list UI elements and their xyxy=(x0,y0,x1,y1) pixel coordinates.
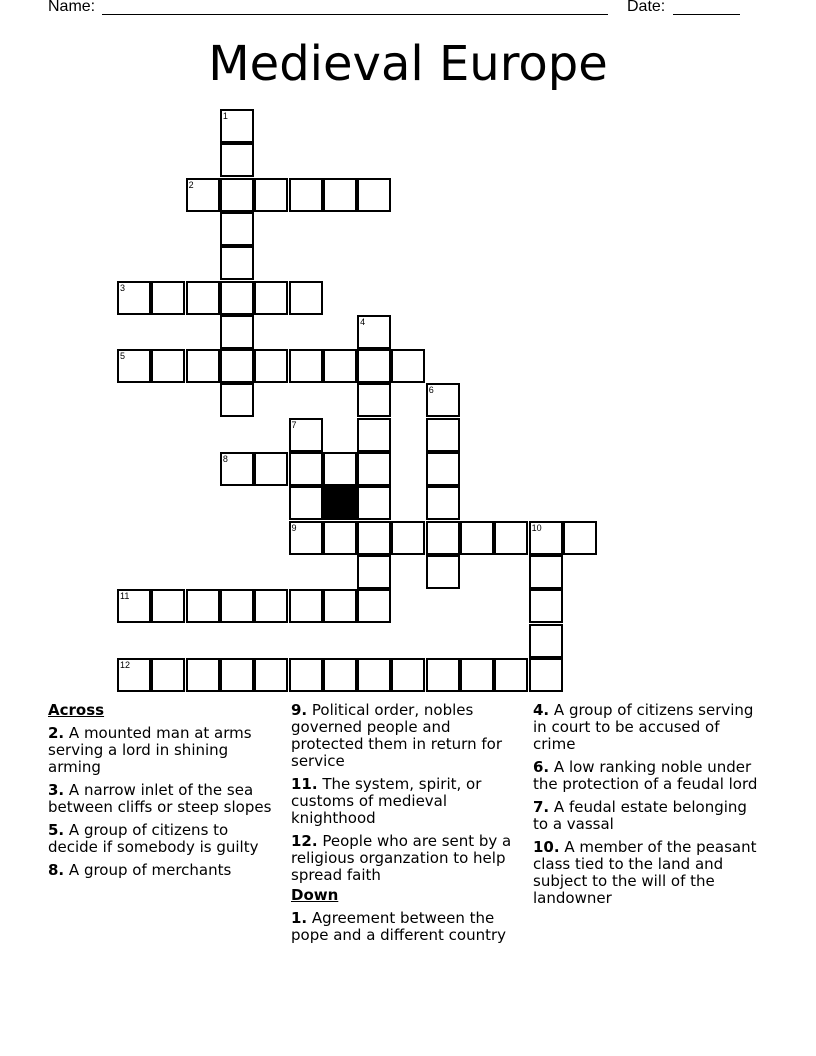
clue-number: 9 xyxy=(291,522,297,533)
grid-cell[interactable] xyxy=(289,349,323,383)
grid-cell[interactable] xyxy=(289,521,323,555)
grid-cell[interactable] xyxy=(220,383,254,417)
clue-item xyxy=(291,776,523,827)
grid-cell[interactable] xyxy=(323,349,357,383)
down-heading: Down xyxy=(291,886,339,904)
clue-text: A group of merchants xyxy=(64,861,232,879)
grid-cell[interactable] xyxy=(220,452,254,486)
grid-cell[interactable] xyxy=(323,521,357,555)
grid-cell[interactable] xyxy=(426,486,460,520)
grid-cell[interactable] xyxy=(220,349,254,383)
clue-number-label: 6. xyxy=(533,758,550,776)
grid-cell[interactable] xyxy=(323,178,357,212)
grid-cell[interactable] xyxy=(289,658,323,692)
grid-cell[interactable] xyxy=(529,589,563,623)
clue-number-label: 12. xyxy=(291,832,318,850)
grid-cell[interactable] xyxy=(289,486,323,520)
clue-number: 1 xyxy=(222,111,228,121)
grid-cell[interactable] xyxy=(357,349,391,383)
grid-cell[interactable] xyxy=(289,281,323,315)
grid-cell[interactable] xyxy=(186,349,220,383)
grid-cell[interactable] xyxy=(254,658,288,692)
grid-cell[interactable] xyxy=(254,178,288,212)
clue-number: 8 xyxy=(222,454,228,464)
clue-number: 12 xyxy=(120,659,131,670)
clue-text: A narrow inlet of the sea between cliffs or steep slopes xyxy=(48,781,272,816)
grid-cell[interactable] xyxy=(254,349,288,383)
grid-cell[interactable] xyxy=(357,178,391,212)
grid-cell[interactable] xyxy=(220,109,254,143)
grid-cell[interactable] xyxy=(494,521,528,555)
grid-cell[interactable] xyxy=(186,589,220,623)
page-title: Medieval Europe xyxy=(208,36,608,92)
grid-cell[interactable] xyxy=(117,281,151,315)
clue-column-1 xyxy=(48,702,280,885)
clue-text: A group of citizens serving in court to be accused of crime xyxy=(533,701,754,753)
grid-cell[interactable] xyxy=(323,589,357,623)
grid-cell[interactable] xyxy=(460,658,494,692)
grid-cell[interactable] xyxy=(254,281,288,315)
grid-cell[interactable] xyxy=(117,658,151,692)
grid-cell[interactable] xyxy=(460,521,494,555)
grid-cell[interactable] xyxy=(529,624,563,658)
grid-cell[interactable] xyxy=(289,452,323,486)
grid-cell[interactable] xyxy=(220,589,254,623)
grid-cell[interactable] xyxy=(391,521,425,555)
clue-number-label: 10. xyxy=(533,838,560,856)
grid-cell[interactable] xyxy=(220,212,254,246)
clue-column-2 xyxy=(291,702,523,950)
grid-cell[interactable] xyxy=(186,178,220,212)
clue-number-label: 7. xyxy=(533,798,550,816)
grid-cell[interactable] xyxy=(289,178,323,212)
clue-number: 5 xyxy=(120,351,126,362)
grid-cell[interactable] xyxy=(220,281,254,315)
grid-cell[interactable] xyxy=(220,658,254,692)
clue-item xyxy=(291,910,523,944)
grid-cell[interactable] xyxy=(357,315,391,349)
grid-cell[interactable] xyxy=(117,349,151,383)
clue-number: 3 xyxy=(120,282,126,293)
grid-cell[interactable] xyxy=(391,349,425,383)
clue-number-label: 11. xyxy=(291,775,318,793)
grid-cell[interactable] xyxy=(151,281,185,315)
black-cell xyxy=(323,486,357,520)
clue-number: 6 xyxy=(428,385,434,396)
clue-item xyxy=(533,799,765,833)
clue-number-label: 9. xyxy=(291,701,308,719)
clue-item xyxy=(291,833,523,884)
clue-item xyxy=(291,702,523,770)
date-label: Date: xyxy=(627,0,666,15)
grid-cell[interactable] xyxy=(220,246,254,280)
grid-cell[interactable] xyxy=(117,589,151,623)
grid-cell[interactable] xyxy=(529,555,563,589)
clue-number: 11 xyxy=(120,591,130,602)
across-heading: Across xyxy=(48,701,105,719)
grid-cell[interactable] xyxy=(426,383,460,417)
grid-cell[interactable] xyxy=(289,589,323,623)
clue-number-label: 2. xyxy=(48,724,65,742)
clue-number: 7 xyxy=(291,419,297,430)
grid-cell[interactable] xyxy=(426,418,460,452)
grid-cell[interactable] xyxy=(254,589,288,623)
clue-text: People who are sent by a religious organzation to help spread faith xyxy=(291,832,512,884)
clue-text: A mounted man at arms serving a lord in shining arming xyxy=(48,724,252,776)
clue-text: A member of the peasant class tied to the land and subject to the will of the landowner xyxy=(533,838,757,907)
grid-cell[interactable] xyxy=(357,589,391,623)
grid-cell[interactable] xyxy=(220,143,254,177)
grid-cell[interactable] xyxy=(426,452,460,486)
clue-number: 4 xyxy=(360,316,366,327)
grid-cell[interactable] xyxy=(220,315,254,349)
clue-text: Agreement between the pope and a different country xyxy=(291,909,507,944)
grid-cell[interactable] xyxy=(323,452,357,486)
clue-number-label: 4. xyxy=(533,701,550,719)
grid-cell[interactable] xyxy=(186,281,220,315)
grid-cell[interactable] xyxy=(186,658,220,692)
clue-item xyxy=(48,782,280,816)
grid-cell[interactable] xyxy=(323,658,357,692)
name-label: Name: xyxy=(48,0,96,15)
clue-item xyxy=(533,702,765,753)
clue-item xyxy=(48,862,280,879)
clue-number-label: 3. xyxy=(48,781,65,799)
grid-cell[interactable] xyxy=(151,589,185,623)
clue-text: The system, spirit, or customs of medieval knighthood xyxy=(291,775,482,827)
clue-item xyxy=(48,822,280,856)
grid-cell[interactable] xyxy=(529,521,563,555)
clue-item xyxy=(533,839,765,907)
grid-cell[interactable] xyxy=(426,658,460,692)
clue-text: A group of citizens to decide if somebody is guilty xyxy=(48,821,259,856)
grid-cell[interactable] xyxy=(563,521,597,555)
grid-cell[interactable] xyxy=(357,486,391,520)
grid-cell[interactable] xyxy=(220,178,254,212)
grid-cell[interactable] xyxy=(494,658,528,692)
grid-cell[interactable] xyxy=(357,383,391,417)
clue-number-label: 5. xyxy=(48,821,65,839)
clue-number: 10 xyxy=(531,522,542,533)
grid-cell[interactable] xyxy=(529,658,563,692)
grid-cell[interactable] xyxy=(151,349,185,383)
clue-text: A feudal estate belonging to a vassal xyxy=(533,798,747,833)
clue-item xyxy=(533,759,765,793)
grid-cell[interactable] xyxy=(426,521,460,555)
clue-number-label: 8. xyxy=(48,861,65,879)
grid-cell[interactable] xyxy=(426,555,460,589)
clue-column-3 xyxy=(533,702,765,913)
grid-cell[interactable] xyxy=(357,555,391,589)
grid-cell[interactable] xyxy=(289,418,323,452)
grid-cell[interactable] xyxy=(151,658,185,692)
grid-cell[interactable] xyxy=(357,418,391,452)
clue-number: 2 xyxy=(188,179,194,190)
grid-cell[interactable] xyxy=(391,658,425,692)
clue-item xyxy=(48,725,280,776)
grid-cell[interactable] xyxy=(357,658,391,692)
clue-text: Political order, nobles governed people and protected them in return for service xyxy=(291,701,502,770)
grid-cell[interactable] xyxy=(357,521,391,555)
clue-number-label: 1. xyxy=(291,909,308,927)
grid-cell[interactable] xyxy=(357,452,391,486)
grid-cell[interactable] xyxy=(254,452,288,486)
clue-text: A low ranking noble under the protection of a feudal lord xyxy=(533,758,758,793)
